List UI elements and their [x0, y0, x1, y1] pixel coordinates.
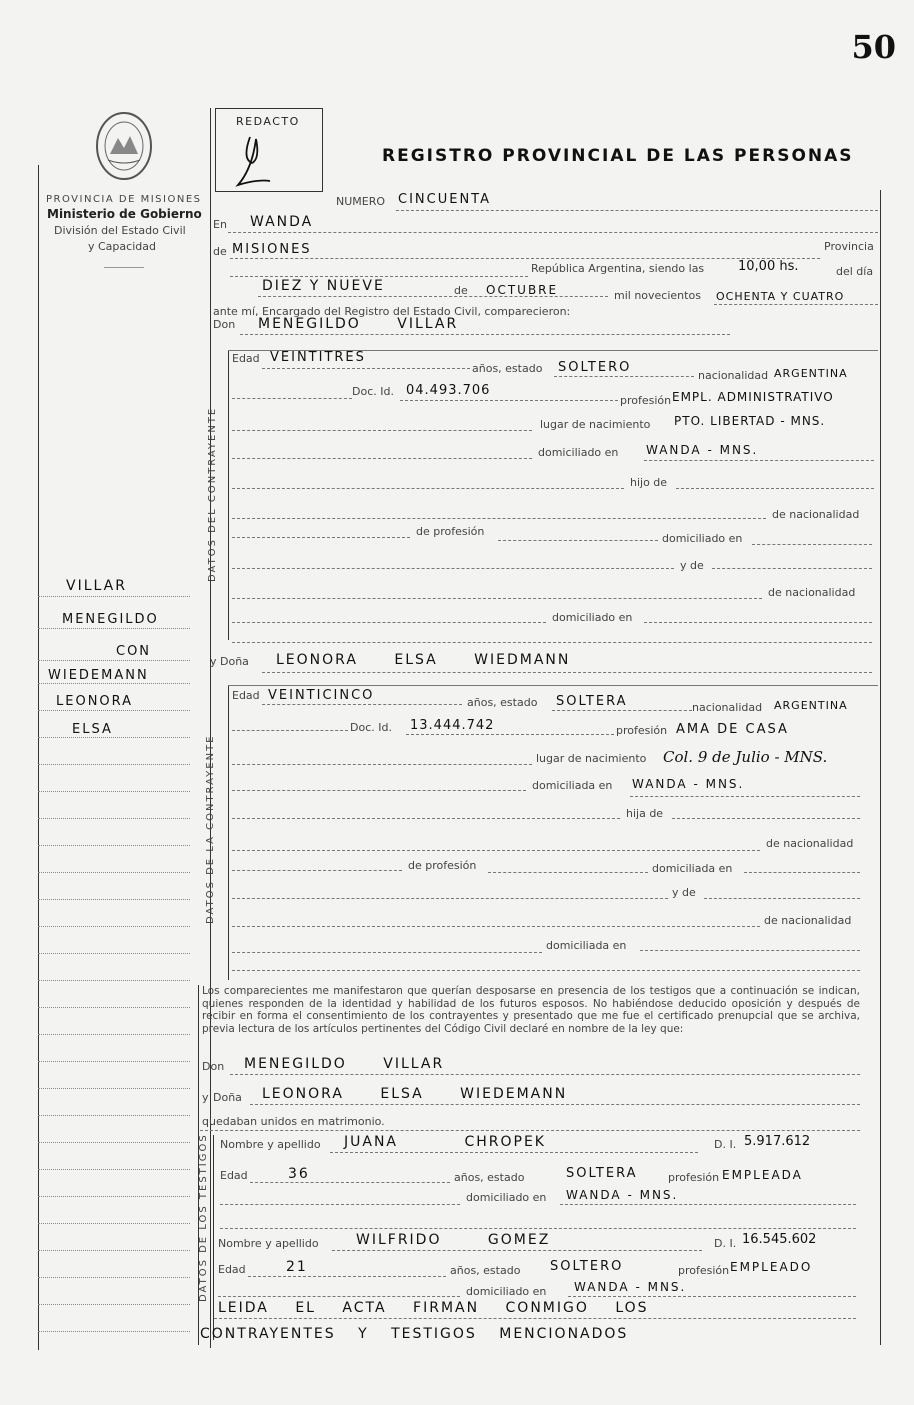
en-label: En — [213, 218, 227, 231]
hija-de-label: hija de — [626, 807, 664, 820]
testigo-1-estado: SOLTERA — [566, 1166, 638, 1181]
contrayente-estado: SOLTERO — [558, 360, 632, 375]
contrayente-nacionalidad: ARGENTINA — [774, 367, 848, 380]
lugar-nacimiento-label: lugar de nacimiento — [540, 418, 651, 431]
y-de-label: y de — [680, 559, 704, 572]
de-value: MISIONES — [232, 242, 312, 257]
testigo-1-domicilio: WANDA - MNS. — [566, 1188, 679, 1202]
testigo-2-nombre: WILFRIDO GOMEZ — [356, 1232, 551, 1248]
doc-label-2: Doc. Id. — [350, 721, 392, 734]
contrayente-edad: VEINTITRES — [270, 350, 366, 365]
republica-label: República Argentina, siendo las — [531, 262, 705, 275]
dona-label: Doña — [213, 1091, 242, 1104]
contrayenta-doc: 13.444.742 — [410, 718, 495, 733]
anos-estado-label-2: años, estado — [467, 696, 538, 709]
redacto-label: REDACTO — [236, 115, 300, 128]
profesion-label-2: profesión — [616, 724, 668, 737]
testigo-1-profesion: EMPLEADA — [722, 1168, 803, 1182]
domiciliado-en-label-2: domiciliado en — [662, 532, 743, 545]
testigo-2-profesion: EMPLEADO — [730, 1260, 813, 1274]
provincial-seal — [92, 108, 156, 184]
closing-line-1: LEIDA EL ACTA FIRMAN CONMIGO LOS — [218, 1300, 649, 1316]
don-value: MENEGILDO VILLAR — [258, 316, 459, 332]
hora-value: 10,00 hs. — [738, 259, 799, 274]
contrayenta-nacionalidad: ARGENTINA — [774, 699, 848, 712]
contrayenta-edad: VEINTICINCO — [268, 688, 375, 703]
testigo-2-edad: 21 — [286, 1259, 308, 1275]
de-nacionalidad-label: de nacionalidad — [772, 508, 860, 521]
testigo-1-edad: 36 — [288, 1166, 310, 1182]
capacity-label: y Capacidad — [88, 240, 156, 253]
hijo-de-label: hijo de — [630, 476, 668, 489]
domiciliado-en-label-5: domiciliado en — [466, 1285, 547, 1298]
testigo-2-estado: SOLTERO — [550, 1259, 624, 1274]
profesion-label-4: profesión — [678, 1264, 730, 1277]
domiciliada-en-label: domiciliada en — [532, 779, 613, 792]
domiciliada-en-label-3: domiciliada en — [546, 939, 627, 952]
profesion-label-3: profesión — [668, 1171, 720, 1184]
contrayenta-estado: SOLTERA — [556, 694, 628, 709]
margin-note-line-3: CON — [116, 644, 152, 659]
contrayenta-domicilio: WANDA - MNS. — [632, 777, 745, 791]
contrayenta-nombre: LEONORA ELSA WIEDMANN — [276, 652, 571, 668]
page-title: REGISTRO PROVINCIAL DE LAS PERSONAS — [382, 146, 854, 166]
contrayente-doc: 04.493.706 — [406, 383, 491, 398]
mil-label: mil novecientos — [614, 289, 701, 302]
testigos-section-label: DATOS DE LOS TESTIGOS — [198, 1133, 209, 1302]
y-label: y — [202, 1091, 209, 1104]
testigo-2-domicilio: WANDA - MNS. — [574, 1280, 687, 1294]
anos-estado-label-3: años, estado — [454, 1171, 525, 1184]
don-label-2: Don — [202, 1060, 225, 1073]
y-dona-label: y Doña — [210, 655, 249, 668]
edad-label: Edad — [232, 352, 260, 365]
division-label: División del Estado Civil — [54, 224, 186, 237]
contrayente-profesion: EMPL. ADMINISTRATIVO — [672, 390, 834, 404]
initials-signature — [230, 129, 280, 189]
contrayenta-section-label: DATOS DE LA CONTRAYENTE — [205, 734, 216, 924]
de-profesion-label-2: de profesión — [408, 859, 477, 872]
doc-label: Doc. Id. — [352, 385, 394, 398]
profesion-label: profesión — [620, 394, 672, 407]
nombre-apellido-label: Nombre y apellido — [220, 1138, 321, 1151]
margin-note-line-1: VILLAR — [66, 578, 127, 594]
declaracion-don: MENEGILDO VILLAR — [244, 1056, 445, 1072]
numero-value: CINCUENTA — [398, 192, 491, 207]
margin-note-line-5: LEONORA — [56, 694, 134, 709]
page-number: 50 — [851, 28, 896, 66]
redacto-stamp — [215, 108, 323, 192]
contrayenta-lugar-nacimiento: Col. 9 de Julio - MNS. — [663, 748, 828, 766]
y-de-label-2: y de — [672, 886, 696, 899]
anos-estado-label-4: años, estado — [450, 1264, 521, 1277]
ministry-label: Ministerio de Gobierno — [47, 207, 202, 221]
contrayente-domicilio: WANDA - MNS. — [646, 443, 759, 457]
di-label-2: D. I. — [714, 1237, 737, 1250]
mes-value: OCTUBRE — [486, 283, 559, 297]
de-label: de — [213, 245, 227, 258]
de2-label: de — [454, 284, 468, 297]
testigo-1-di: 5.917.612 — [744, 1134, 811, 1149]
contrayenta-profesion: AMA DE CASA — [676, 722, 789, 737]
domiciliado-en-label-3: domiciliado en — [552, 611, 633, 624]
numero-label: NUMERO — [336, 195, 386, 208]
di-label: D. I. — [714, 1138, 737, 1151]
ante-mi-label: ante mí, Encargado del Registro del Estado Civil, comparecieron: — [213, 305, 571, 318]
edad-label-4: Edad — [218, 1263, 246, 1276]
testigo-1-nombre: JUANA CHROPEK — [344, 1134, 546, 1150]
legal-paragraph: Los comparecientes me manifestaron que querían desposarse en presencia de los testigos que a continuación se indican, quienes responden de la identidad y habilidad de los futuros esposos. No habiéndose deducido oposición y después de recibir en forma el consentimiento de los contrayentes y presentado que me fue el certificado prenupcial que se archiva, previa lectura de los artículos pertinentes del Código Civil declaré en nombre de la ley que: — [202, 985, 860, 1035]
edad-label-2: Edad — [232, 689, 260, 702]
nombre-apellido-label-2: Nombre y apellido — [218, 1237, 319, 1250]
domiciliado-en-label: domiciliado en — [538, 446, 619, 459]
lugar-nacimiento-label-2: lugar de nacimiento — [536, 752, 647, 765]
quedaban-label: quedaban unidos en matrimonio. — [202, 1115, 385, 1128]
en-value: WANDA — [250, 214, 314, 230]
provincia-label: Provincia — [824, 240, 874, 253]
margin-note-line-6: ELSA — [72, 722, 113, 737]
de-nacionalidad-label-3: de nacionalidad — [766, 837, 854, 850]
domiciliada-en-label-2: domiciliada en — [652, 862, 733, 875]
contrayente-section-label: DATOS DEL CONTRAYENTE — [207, 406, 218, 582]
nacionalidad-label-2: nacionalidad — [692, 701, 763, 714]
don-label: Don — [213, 318, 236, 331]
anio-value: OCHENTA Y CUATRO — [716, 290, 845, 303]
de-nacionalidad-label-4: de nacionalidad — [764, 914, 852, 927]
margin-note-line-4: WIEDEMANN — [48, 668, 149, 683]
de-profesion-label: de profesión — [416, 525, 485, 538]
closing-line-2: CONTRAYENTES Y TESTIGOS MENCIONADOS — [200, 1326, 629, 1342]
margin-note-line-2: MENEGILDO — [62, 612, 159, 627]
province-label: PROVINCIA DE MISIONES — [46, 194, 202, 205]
testigo-2-di: 16.545.602 — [742, 1232, 817, 1247]
declaracion-dona: LEONORA ELSA WIEDEMANN — [262, 1086, 568, 1102]
nacionalidad-label: nacionalidad — [698, 369, 769, 382]
de-nacionalidad-label-2: de nacionalidad — [768, 586, 856, 599]
del-dia-label: del día — [836, 265, 874, 278]
contrayente-lugar-nacimiento: PTO. LIBERTAD - MNS. — [674, 414, 826, 428]
dia-value: DIEZ Y NUEVE — [262, 278, 385, 294]
domiciliado-en-label-4: domiciliado en — [466, 1191, 547, 1204]
anos-estado-label: años, estado — [472, 362, 543, 375]
edad-label-3: Edad — [220, 1169, 248, 1182]
